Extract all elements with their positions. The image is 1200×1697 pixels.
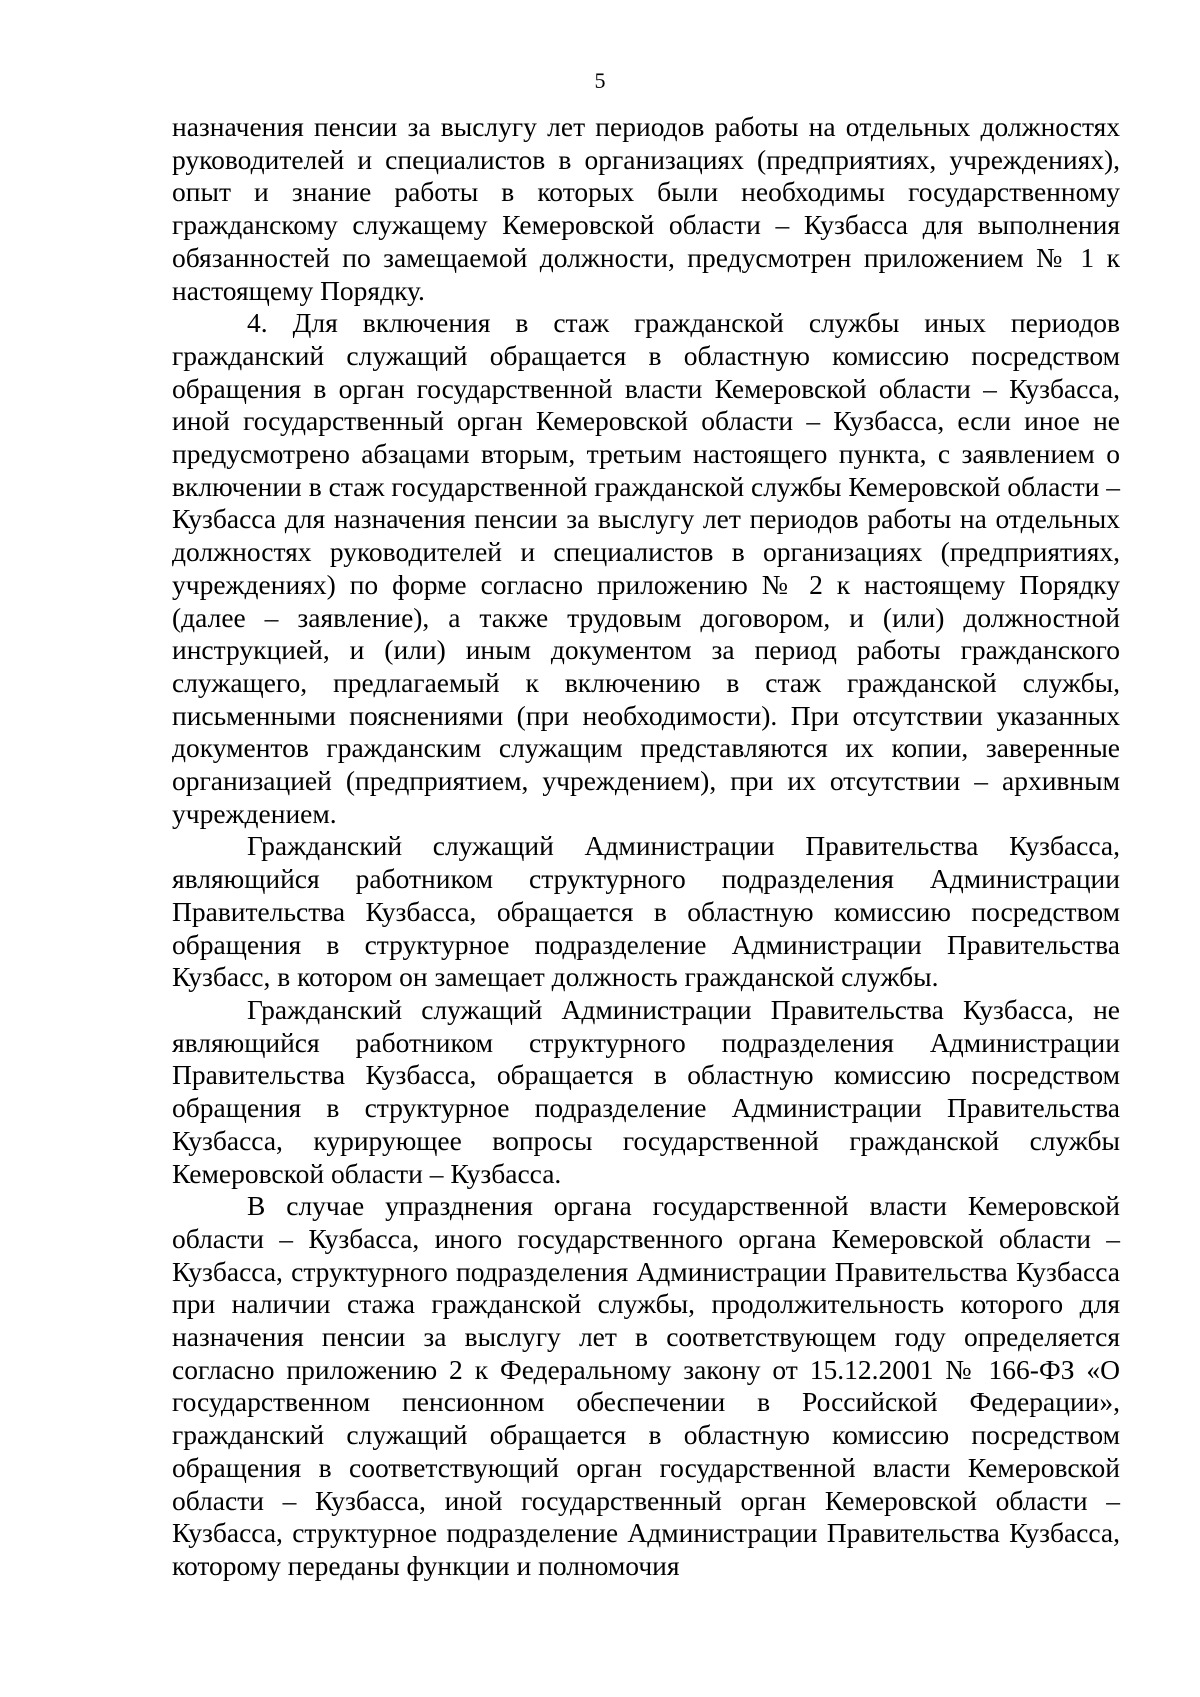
paragraph-administration-employee: Гражданский служащий Администрации Правительства Кузбасса, являющийся работником структурного подразделения Администрации Правительства Кузбасса, обращается в областную комиссию посредством обращения в структурное подразделение Администрации Правительства Кузбасс, в котором он замещает должность гражданской службы. [172,830,1120,993]
page-number: 5 [594,68,606,93]
paragraph-item-4: 4. Для включения в стаж гражданской службы иных периодов гражданский служащий обращается в областную комиссию посредством обращения в орган государственной власти Кемеровской области – Кузбасса, иной государственный орган Кемеровской области – Кузбасса, если иное не предусмотрено абзацами вторым, третьим настоящего пункта, с заявлением о включении в стаж государственной гражданской службы Кемеровской области – Кузбасса для назначения пенсии за выслугу лет периодов работы на отдельных должностях руководителей и специалистов в организациях (предприятиях, учреждениях) по форме согласно приложению № 2 к настоящему Порядку (далее – заявление), а также трудовым договором, и (или) должностной инструкцией, и (или) иным документом за период работы гражданского служащего, предлагаемый к включению в стаж гражданской службы, письменными пояснениями (при необходимости). При отсутствии указанных документов гражданским служащим представляются их копии, заверенные организацией (предприятием, учреждением), при их отсутствии – архивным учреждением. [172,307,1120,829]
paragraph-abolition-case: В случае упразднения органа государственной власти Кемеровской области – Кузбасса, иного государственного органа Кемеровской области – Кузбасса, структурного подразделения Администрации Правительства Кузбасса при наличии стажа гражданской службы, продолжительность которого для назначения пенсии за выслугу лет в соответствующем году определяется согласно приложению 2 к Федеральному закону от 15.12.2001 № 166-ФЗ «О государственном пенсионном обеспечении в Российской Федерации», гражданский служащий обращается в областную комиссию посредством обращения в соответствующий орган государственной власти Кемеровской области – Кузбасса, иной государственный орган Кемеровской области – Кузбасса, структурное подразделение Администрации Правительства Кузбасса, которому переданы функции и полномочия [172,1190,1120,1581]
paragraph-administration-non-employee: Гражданский служащий Администрации Правительства Кузбасса, не являющийся работником структурного подразделения Администрации Правительства Кузбасса, обращается в областную комиссию посредством обращения в структурное подразделение Администрации Правительства Кузбасса, курирующее вопросы государственной гражданской службы Кемеровской области – Кузбасса. [172,993,1120,1189]
document-body [172,111,1120,1583]
paragraph-continuation: назначения пенсии за выслугу лет периодов работы на отдельных должностях руководителей и специалистов в организациях (предприятиях, учреждениях), опыт и знание работы в которых были необходимы государственному гражданскому служащему Кемеровской области – Кузбасса для выполнения обязанностей по замещаемой должности, предусмотрен приложением № 1 к настоящему Порядку. [172,111,1120,306]
